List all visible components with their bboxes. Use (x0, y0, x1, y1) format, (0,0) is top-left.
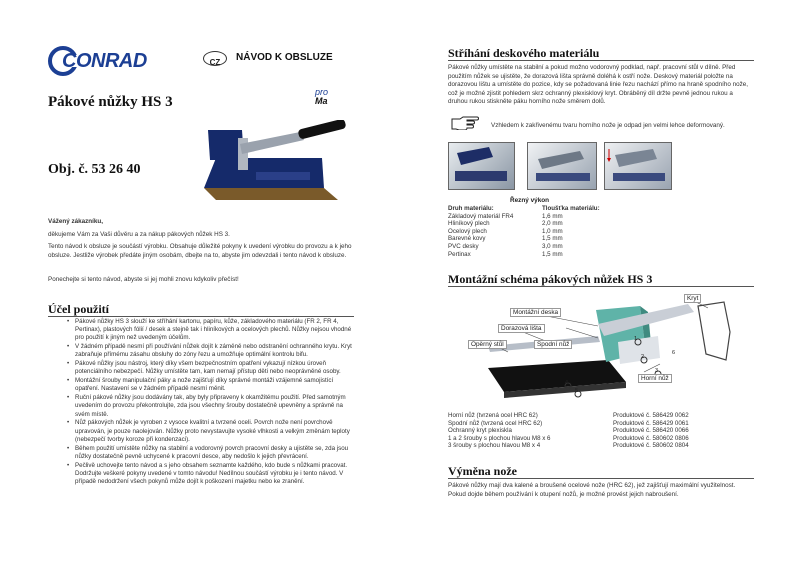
performance-table (448, 205, 600, 258)
usage-divider (48, 316, 354, 317)
language-badge (203, 51, 227, 66)
cutting-note: Vzhledem k zakřivenému tvaru horního nože je odpad jen velmi lehce deformovaný. (491, 122, 725, 129)
cutting-divider (448, 60, 754, 61)
brand-line-1: pro (315, 87, 329, 97)
brand-line-2: Ma (315, 96, 328, 106)
part-number-4: 4 (565, 380, 569, 386)
parts-table (448, 412, 689, 450)
cutting-photo-2 (527, 142, 597, 190)
order-number: Obj. č. 53 26 40 (48, 162, 141, 177)
label-bottom-knife: Spodní nůž (534, 340, 572, 349)
manual-title: NÁVOD K OBSLUZE (236, 52, 333, 63)
brand-mark (315, 88, 328, 106)
table-row: Základový materiál FR4 1,6 mm (448, 212, 563, 220)
part-number-2: 2 (641, 354, 645, 360)
label-upper-knife: Horní nůž (638, 374, 672, 383)
label-mounting-plate: Montážní deska (510, 308, 561, 317)
table-row: 3 šrouby s plochou hlavou M8 x 4 Produktové č. 580602 0804 (448, 442, 689, 450)
cutting-heading: Stříhání deskového materiálu (448, 46, 600, 60)
table-row: Hliníkový plech 2,0 mm (448, 220, 563, 228)
logo-text: CONRAD (62, 50, 147, 72)
part-number-3: 3 (655, 368, 659, 374)
table-row: Pertinax 1,5 mm (448, 250, 563, 258)
part-number-5: 5 (575, 388, 579, 394)
intro-p2: Tento návod k obsluze je součástí výrobku. Obsahuje důležité pokyny k uvedení výrobku do provozu a k jeho obsluze. Jestliže výrobek předáte jiným osobám, dbejte na to, abyste jim odevzdali i tento návod k obsluze. (48, 243, 352, 259)
usage-item: • Ruční pákové nůžky jsou dodávány tak, aby byly připraveny k okamžitému použití. Před samotným uvedením do provozu překontrolujte, zda jsou všechny šrouby dostatečně upevněny a správně na svém místě. (75, 394, 355, 419)
table-row: Spodní nůž (tvrzená ocel HRC 62) Produktové č. 586429 0061 (448, 419, 689, 427)
table-row: PVC desky 3,0 mm (448, 242, 563, 250)
usage-list (63, 318, 355, 487)
label-cover: Kryt (684, 294, 701, 303)
usage-item: • V žádném případě nesmí při používání nůžek dojít k záměně nebo odstranění ochranného krytu. Kryt zabraňuje přímému zásahu obsluhy do zóny řezu a umožňuje optimální kontrolu bifu. (75, 343, 355, 359)
part-number-6: 6 (672, 350, 676, 356)
table-row: 1 a 2 šrouby s plochou hlavou M8 x 6 Produktové č. 580602 0806 (448, 434, 689, 442)
usage-item: • Pákové nůžky HS 3 slouží ke stříhání kartonu, papíru, kůže, základového materiálu (FR 2, FR 4, Pertinax), plastových fólií / desek a stejně tak i hliníkových a ocelových plechů. Nůžky nejsou vhodné pro použití k jiným než uvedeným účelům. (75, 318, 355, 343)
lever-shears-image (200, 120, 352, 206)
usage-item: • Pákové nůžky jsou nástroj, který díky všem bezpečnostním opatření vykazují nízkou úroveň potenciálního nebezpečí. Nůžky umístěte tam, kam nemají přístup děti nebo neoprávněné osoby. (75, 360, 355, 376)
usage-item: • Během použití umístěte nůžky na stabilní a vodorovný povrch pracovní desky a ujistěte se, zda jsou nůžky dostatečně pevně uchycené k pracovní desce, aby nedošlo k jejich převrácení. (75, 445, 355, 461)
pointing-hand-icon (450, 116, 480, 130)
usage-item: • Nůž pákových nůžek je vyroben z vysoce kvalitní a tvrzené oceli. Povrch nože není povrchově upravován, je pouze naolejován. Nůžky proto nevystavujte vysoké vlhkosti a velkým změnám teploty (nebezpečí tvorby koroze při kondenzaci). (75, 419, 355, 444)
col-header-material: Druh materiálu: (448, 205, 494, 212)
label-support: Opěrný stůl (468, 340, 507, 349)
replace-heading: Výměna nože (448, 464, 517, 478)
table-row: Ocelový plech 1,0 mm (448, 227, 563, 235)
greeting: Vážený zákazníku, (48, 218, 103, 225)
assembly-divider (448, 286, 754, 287)
assembly-diagram (448, 290, 758, 402)
table-row: Barevné kovy 1,5 mm (448, 235, 563, 243)
conrad-logo (48, 44, 154, 78)
usage-item: • Montážní šrouby manipulační páky a nože zajišťují díky správné montáži vzájemné samojistící opatření. Nastavení se v žádném případě nesmí měnit. (75, 377, 355, 393)
product-title: Pákové nůžky HS 3 (48, 94, 173, 110)
table-row: Horní nůž (tvrzená ocel HRC 62) Produktové č. 586429 0062 (448, 412, 689, 419)
performance-caption: Řezný výkon (510, 197, 550, 204)
intro-p3: Ponechejte si tento návod, abyste si jej mohli znovu kdykoliv přečíst! (48, 276, 239, 283)
usage-heading: Účel použití (48, 302, 109, 316)
replace-divider (448, 478, 754, 479)
usage-item: • Pečlivě uchovejte tento návod a s jeho obsahem seznamte každého, kdo bude s nůžkami pracovat. Dodržujte veškeré pokyny uvedené v tomto návodu! Nedílnou součástí výrobku je i tento návod. V případě nedodržení všech pokynů může dojít k poškození majetku nebo ke zranění. (75, 462, 355, 487)
language-code: CZ (209, 58, 221, 67)
part-number-1: 1 (634, 336, 638, 342)
cutting-photo-1 (448, 142, 515, 190)
table-row: Ochranný kryt plexiskla Produktové č. 586420 0066 (448, 427, 689, 435)
col-header-thickness: Tloušťka materiálu: (542, 205, 600, 212)
label-stop-bar: Dorazová lišta (498, 324, 545, 333)
assembly-heading: Montážní schéma pákových nůžek HS 3 (448, 272, 653, 286)
intro-p1: děkujeme Vám za Vaši důvěru a za nákup pákových nůžek HS 3. (48, 231, 230, 238)
cutting-text: Pákové nůžky umístěte na stabilní a pokud možno vodorovný podklad, např. pracovní stůl v dílně. Před použitím nůžek se ujistěte, že dorazová lišta správně doléhá k ostří nože. Deskový materiál položte na dorazovou lištu a umístěte do pozice, kdy se požadovaná linie řezu nachází přímo na hraně spodního nože, což je možné zjistit pohledem skrz ochranný plexisklový kryt. Obráběný díl držte pevně jednou rukou a druhou rukou stiskněte páku horního nože směrem dolů. (448, 64, 748, 106)
cutting-photo-3 (604, 142, 672, 190)
replace-text: Pákové nůžky mají dva kalené a broušené ocelové nože (HRC 62), jež zajišťují maximální využitelnost. Pokud dojde během používání k otupení nožů, je možné provést jejich nabroušení. (448, 482, 736, 498)
